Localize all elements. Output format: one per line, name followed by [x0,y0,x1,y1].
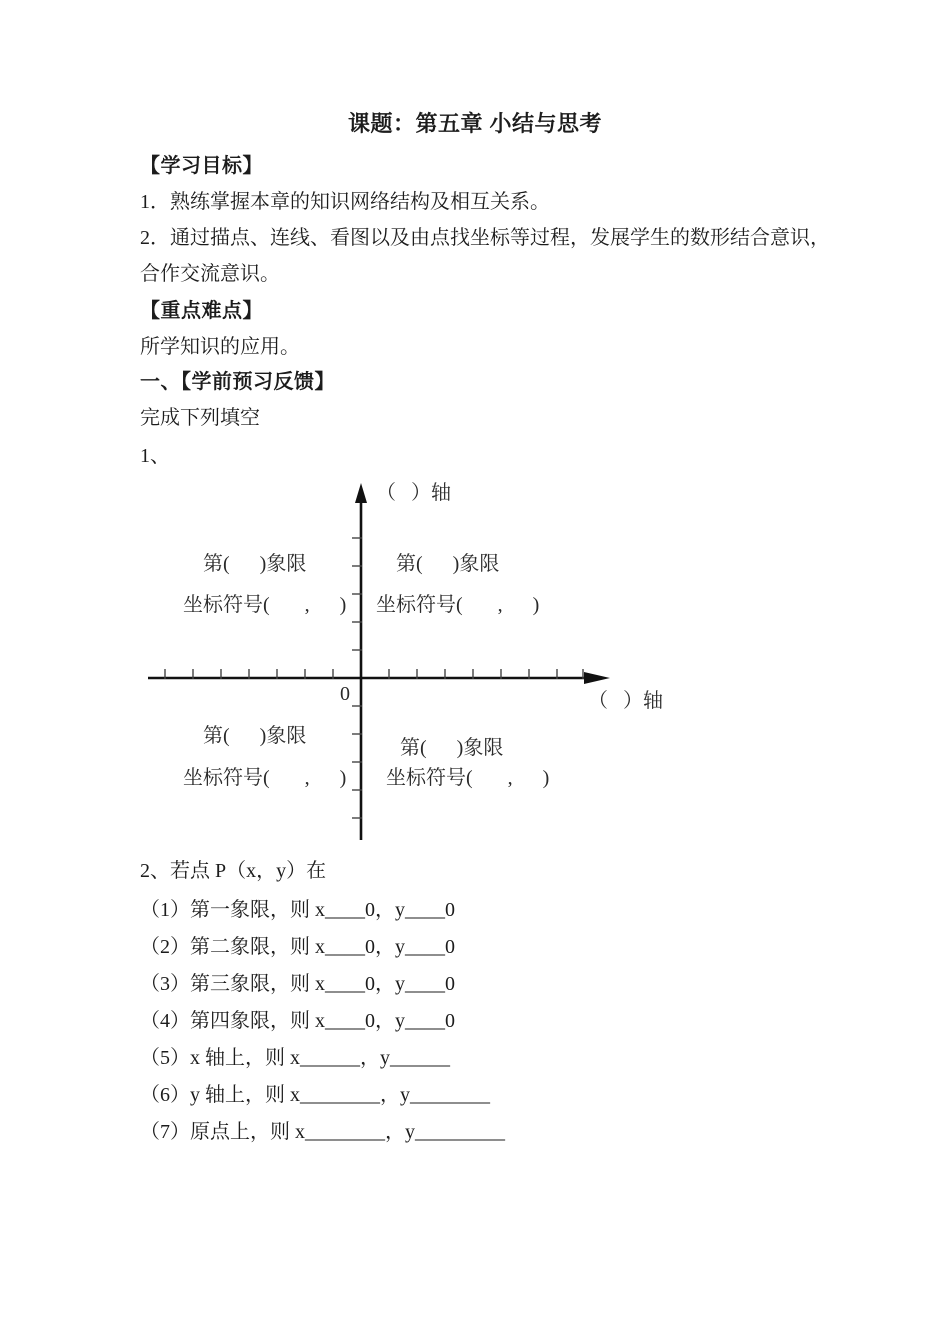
section-one-header: 一、【学前预习反馈】 [140,371,335,393]
quadrant-bottom-left-name: 第( )象限 [203,725,307,747]
quadrant-top-right-sign: 坐标符号( , ) [376,594,540,616]
coordinate-plane-figure [140,480,685,852]
learning-goals-header: 【学习目标】 [140,155,263,177]
question-2-item-3: （3）第三象限，则 x____0，y____0 [140,973,455,995]
origin-label: 0 [340,683,350,705]
y-axis-arrow-icon [355,483,367,503]
quadrant-bottom-right-sign: 坐标符号( , ) [386,767,550,789]
quadrant-bottom-right-name: 第( )象限 [400,737,504,759]
question-2-item-2: （2）第二象限，则 x____0，y____0 [140,936,455,958]
question-2-item-4: （4）第四象限，则 x____0，y____0 [140,1010,455,1032]
learning-goal-2-line1: 2．通过描点、连线、看图以及由点找坐标等过程，发展学生的数形结合意识， [140,227,830,249]
question-2-item-6: （6）y 轴上，则 x________，y________ [140,1084,490,1106]
x-axis-label: （ ）轴 [588,690,663,712]
page-title: 课题：第五章 小结与思考 [347,111,603,136]
question-1-label: 1、 [140,445,170,467]
learning-goal-1: 1．熟练掌握本章的知识网络结构及相互关系。 [140,191,550,213]
question-2-item-7: （7）原点上，则 x________，y_________ [140,1121,505,1143]
quadrant-bottom-left-sign: 坐标符号( , ) [183,767,347,789]
key-difficulties-body: 所学知识的应用。 [140,336,300,358]
quadrant-top-left-sign: 坐标符号( , ) [183,594,347,616]
key-difficulties-header: 【重点难点】 [140,300,263,322]
question-2-item-1: （1）第一象限，则 x____0，y____0 [140,899,455,921]
axes-svg [140,480,685,852]
question-2-intro: 2、若点 P（x，y）在 [140,860,327,882]
section-one-intro: 完成下列填空 [140,407,260,429]
question-2-item-5: （5）x 轴上，则 x______，y______ [140,1047,450,1069]
x-axis-arrow-icon [584,672,610,684]
quadrant-top-right-name: 第( )象限 [396,553,500,575]
y-axis-label: （ ）轴 [376,482,451,504]
quadrant-top-left-name: 第( )象限 [203,553,307,575]
learning-goal-2-line2: 合作交流意识。 [140,263,280,285]
